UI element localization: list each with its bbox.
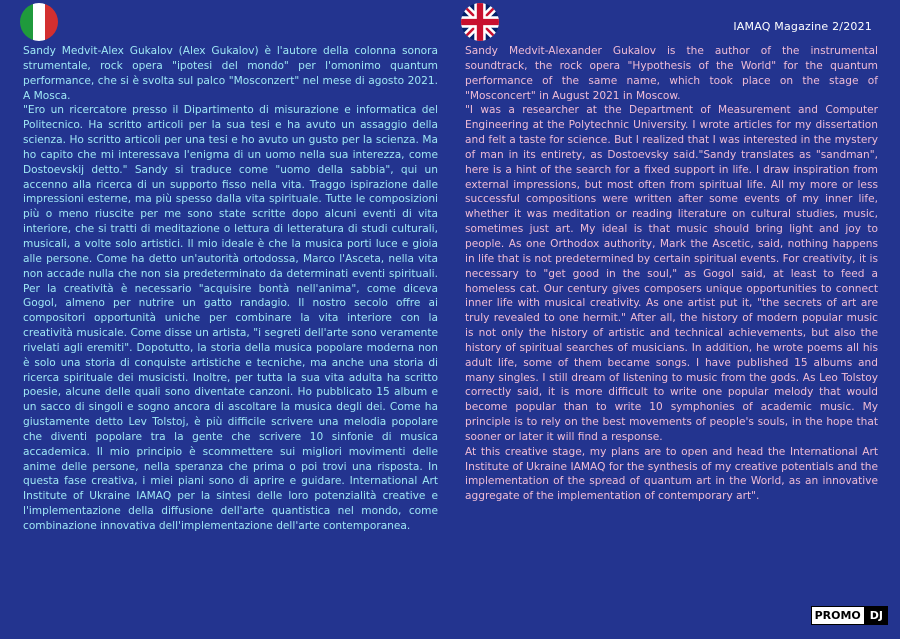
english-paragraph: "I was a researcher at the Department of Measurement and Computer Engineering at the Polytechnic University. I wrote articles for my dissertation and felt a taste for science. But I realized that I was interested in the mystery of man in its entirety, as Dostoevsky said."Sandy translates as "sandman", here is a hint of the search for a fixed support in life. I draw inspiration from external impressions, but most often from spiritual life. All my more or less successful compositions were written after some events of my inner life, whether it was meditation or reading literature on cultural studies, music, sometimes just art. My ideal is that music should bring light and joy to people. As one Orthodox authority, Mark the Ascetic, said, nothing happens in life that is not predetermined by certain spiritual events. For creativity, it is necessary to "get good in the soul," as Gogol said, at least to feed a homeless cat. Our century gives composers unique opportunities to connect inner life with musical creativity. As one artist put it, "the secrets of art are truly revealed to one hermit." After all, the history of modern popular music is not only the history of artistic and technical achievements, but also the history of spiritual searches of musicians. In addition, he wrote poems all his adult life, some of them became songs. I have published 15 albums and many singles. I still dream of listening to music from the gods. As Leo Tolstoy correctly said, it is more difficult to write one popular melody that would become popular than to write 10 symphonies of academic music. My principle is to rely on the best movements of people's souls, in the hope that sooner or later it will find a response. <box>465 104 878 443</box>
italian-text-column <box>23 44 438 534</box>
watermark-dj: DJ <box>865 606 888 625</box>
italy-flag-icon <box>20 3 58 41</box>
english-paragraph: Sandy Medvit-Alexander Gukalov is the author of the instrumental soundtrack, the rock opera "Hypothesis of the World" for the quantum performance of the same name, which took place on the stage of "Mosconcert" in August 2021 in Moscow. <box>465 45 878 102</box>
watermark-promo: PROMO <box>811 606 865 625</box>
promodj-watermark <box>811 606 888 625</box>
magazine-issue-label: IAMAQ Magazine 2/2021 <box>733 20 872 33</box>
english-text-column <box>465 44 878 504</box>
uk-flag-icon <box>461 3 499 41</box>
italian-paragraph: "Ero un ricercatore presso il Dipartimento di misurazione e informatica del Politecnico. Ha scritto articoli per la sua tesi e ha avuto un assaggio della scienza. Ho scritto articoli per una tesi e ho avuto un gusto per la scienza. Ma ho capito che mi interessava l'enigma di un uomo nella sua interezza, come Dostoevskij detto." Sandy si traduce come "uomo della sabbia", qui un accenno alla ricerca di un supporto fisso nella vita. Traggo ispirazione dalle impressioni esterne, ma più spesso dalla vita spirituale. Tutte le composizioni più o meno riuscite per me sono state scritte dopo alcuni eventi di vita interiore, che si tratti di meditazione o lettura di letteratura di studi culturali, musicali, a volte solo artistici. Il mio ideale è che la musica porti luce e gioia alle persone. Come ha detto un'autorità ortodossa, Marco l'Asceta, nella vita non accade nulla che non sia predeterminato da determinati eventi spirituali. Per la creatività è necessario "acquisire bontà nell'anima", come diceva Gogol, almeno per nutrire un gatto randagio. Il nostro secolo offre ai compositori opportunità uniche per combinare la vita interiore con la creatività musicale. Come disse un artista, "i segreti dell'arte sono veramente rivelati agli eremiti". Dopotutto, la storia della musica popolare moderna non è solo una storia di conquiste artistiche e tecniche, ma anche una storia di ricerca spirituale dei musicisti. Inoltre, per tutta la sua vita adulta ha scritto poesie, alcune delle quali sono diventate canzoni. Ho pubblicato 15 album e un sacco di singoli e sogno ancora di ascoltare la musica degli dei. Come ha giustamente detto Lev Tolstoj, è più difficile scrivere una melodia popolare che diventi popolare tra la gente che scrivere 10 sinfonie di musica accademica. Il mio principio è scommettere sui migliori movimenti delle anime delle persone, nella speranza che prima o poi trovi una risposta. In questa fase creativa, i miei piani sono di aprire e guidare. International Art Institute of Ukraine IAMAQ per la sintesi delle loro potenzialità creative e l'implementazione della diffusione dell'arte quantistica nel mondo, come combinazione innovativa dell'implementazione dell'arte contemporanea. <box>23 104 438 532</box>
english-paragraph: At this creative stage, my plans are to open and head the International Art Institute of Ukraine IAMAQ for the synthesis of my creative potentials and the implementation of the spread of quantum art in the World, as an innovative aggregate of the implementation of contemporary art". <box>465 445 878 503</box>
italian-paragraph: Sandy Medvit-Alex Gukalov (Alex Gukalov) è l'autore della colonna sonora strumentale, rock opera "ipotesi del mondo" per l'omonimo quantum performance, che si è svolta sul palco "Mosconzert" nel mese di agosto 2021. A Mosca. <box>23 45 438 102</box>
